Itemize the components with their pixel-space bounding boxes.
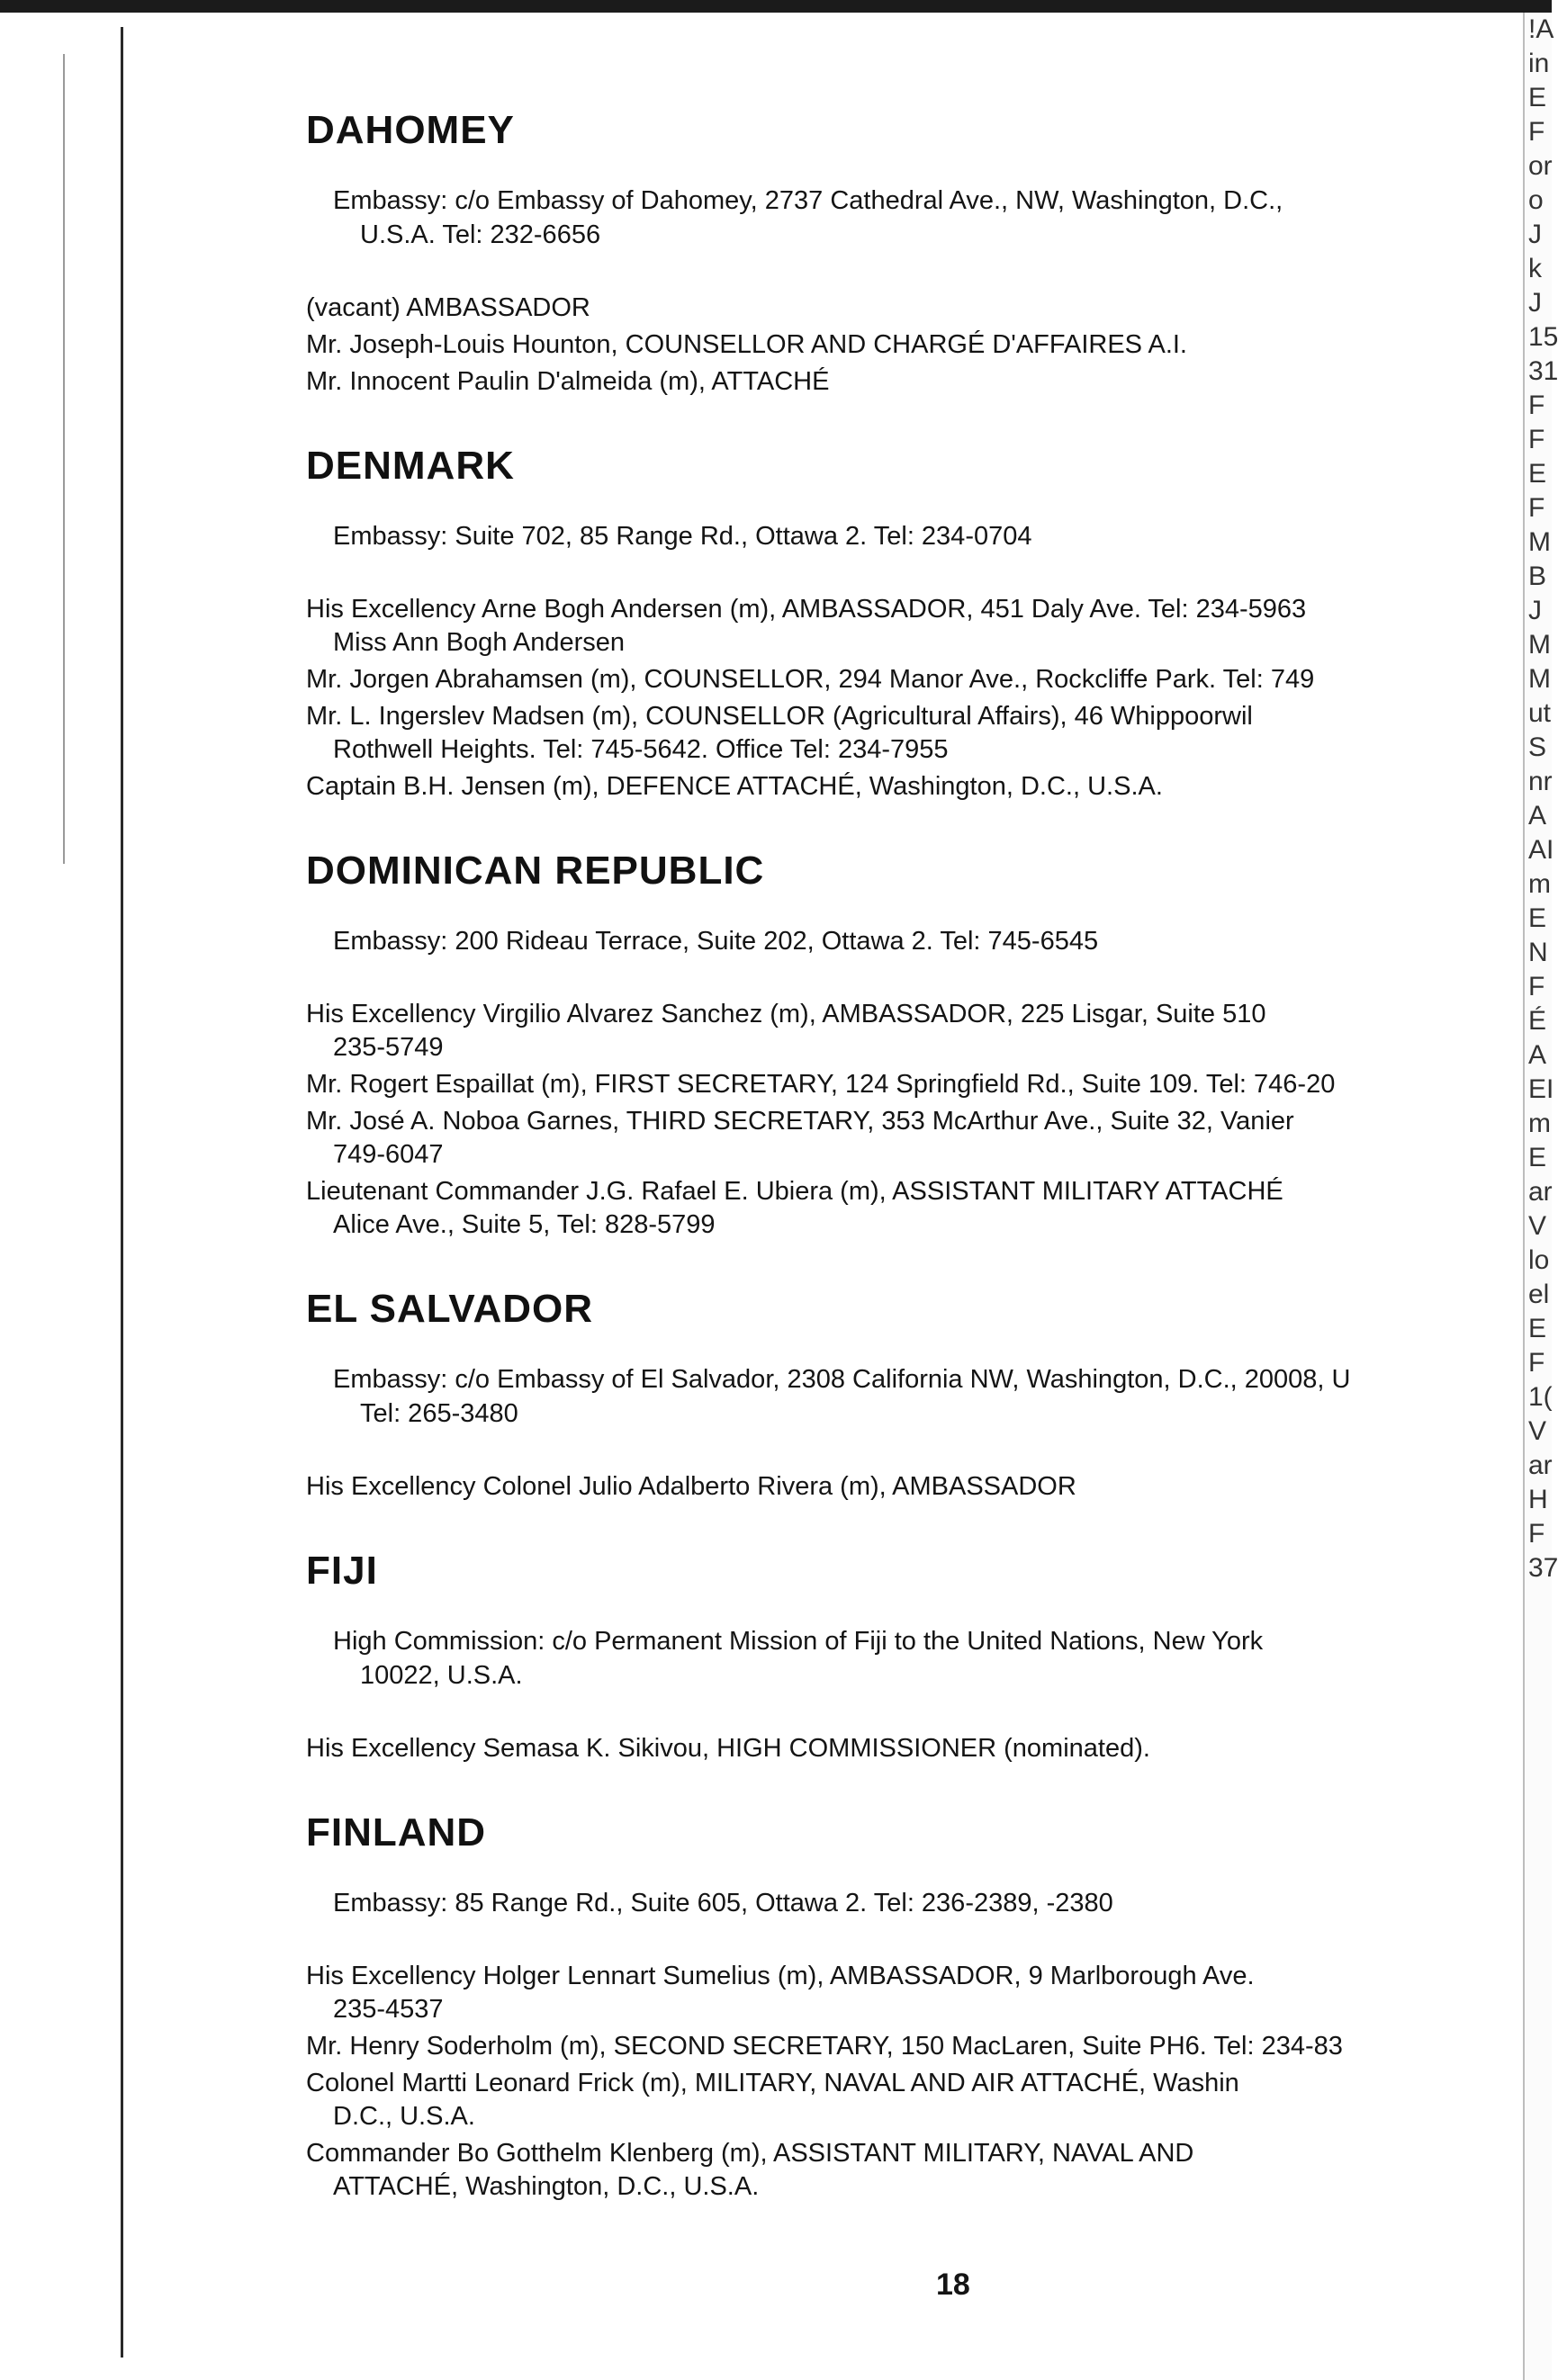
edge-fragment: M xyxy=(1528,527,1551,557)
staff-entry xyxy=(306,1105,1512,1172)
directory-content xyxy=(306,108,1512,2249)
staff-entry-line: His Excellency Virgilio Alvarez Sanchez (m), AMBASSADOR, 225 Lisgar, Suite 510 xyxy=(306,1000,1266,1028)
country-section xyxy=(306,849,1512,1269)
edge-fragment: F xyxy=(1528,425,1545,454)
edge-fragment: ar xyxy=(1528,1450,1553,1480)
edge-fragment: F xyxy=(1528,1519,1545,1549)
staff-entry-line: Mr. Henry Soderholm (m), SECOND SECRETARY, 150 MacLaren, Suite PH6. Tel: 234-83 xyxy=(306,2032,1343,2061)
embassy-address-line: High Commission: c/o Permanent Mission of Fiji to the United Nations, New York xyxy=(333,1627,1264,1656)
scan-top-border xyxy=(0,0,1552,13)
edge-fragment: !A xyxy=(1528,14,1554,44)
staff-entry xyxy=(306,365,1512,399)
section-spacer xyxy=(306,402,1512,426)
edge-fragment: F xyxy=(1528,391,1545,420)
embassy-address-line: Embassy: c/o Embassy of Dahomey, 2737 Cathedral Ave., NW, Washington, D.C., xyxy=(333,186,1283,215)
country-heading: DENMARK xyxy=(306,444,515,488)
staff-entry-line: His Excellency Arne Bogh Andersen (m), AMBASSADOR, 451 Daly Ave. Tel: 234-5963 xyxy=(306,595,1307,624)
binding-shadow xyxy=(63,54,65,864)
country-section xyxy=(306,1287,1512,1531)
staff-entry-line: Captain B.H. Jensen (m), DEFENCE ATTACHÉ, Washington, D.C., U.S.A. xyxy=(306,772,1163,801)
staff-entry xyxy=(306,1732,1512,1765)
country-heading: FIJI xyxy=(306,1549,378,1593)
edge-fragment: or xyxy=(1528,151,1553,181)
staff-entry xyxy=(306,2067,1512,2133)
edge-fragment: 15 xyxy=(1528,322,1558,352)
staff-entry xyxy=(306,770,1512,804)
staff-entry-line: (vacant) AMBASSADOR xyxy=(306,293,590,322)
edge-fragment: M xyxy=(1528,664,1551,694)
country-section xyxy=(306,108,1512,426)
edge-fragment: J xyxy=(1528,596,1542,625)
embassy-address xyxy=(333,1886,1512,1920)
edge-fragment: m xyxy=(1528,1109,1551,1138)
staff-entry-line: Miss Ann Bogh Andersen xyxy=(333,628,626,657)
staff-entry-line: Mr. Jorgen Abrahamsen (m), COUNSELLOR, 294 Manor Ave., Rockcliffe Park. Tel: 749 xyxy=(306,665,1315,694)
staff-entry-line: Mr. Joseph-Louis Hounton, COUNSELLOR AND CHARGÉ D'AFFAIRES A.I. xyxy=(306,330,1187,359)
embassy-address-line: Embassy: 200 Rideau Terrace, Suite 202, Ottawa 2. Tel: 745-6545 xyxy=(333,927,1099,956)
edge-fragment: F xyxy=(1528,972,1545,1001)
staff-entry-line: Colonel Martti Leonard Frick (m), MILITARY, NAVAL AND AIR ATTACHÉ, Washin xyxy=(306,2069,1239,2097)
staff-entry xyxy=(306,2030,1512,2063)
edge-fragment: E xyxy=(1528,1143,1547,1172)
staff-entry-line: His Excellency Holger Lennart Sumelius (m), AMBASSADOR, 9 Marlborough Ave. xyxy=(306,1962,1255,1990)
embassy-address xyxy=(333,184,1512,252)
embassy-address xyxy=(333,1624,1512,1693)
country-heading: FINLAND xyxy=(306,1810,487,1855)
adjacent-page-edge xyxy=(1523,13,1558,2380)
country-heading: DAHOMEY xyxy=(306,108,515,152)
edge-fragment: F xyxy=(1528,1348,1545,1378)
edge-fragment: 1( xyxy=(1528,1382,1553,1412)
staff-entry xyxy=(306,1470,1512,1504)
edge-fragment: E xyxy=(1528,903,1547,933)
staff-entry-line: 235-4537 xyxy=(333,1995,444,2024)
country-heading: DOMINICAN REPUBLIC xyxy=(306,849,765,893)
edge-fragment: 37 xyxy=(1528,1553,1558,1583)
section-spacer xyxy=(306,1769,1512,1792)
staff-entry-line: Mr. L. Ingerslev Madsen (m), COUNSELLOR (Agricultural Affairs), 46 Whippoorwil xyxy=(306,702,1253,731)
edge-fragment: H xyxy=(1528,1485,1548,1514)
staff-entry xyxy=(306,998,1512,1064)
edge-fragment: lo xyxy=(1528,1245,1550,1275)
edge-fragment: N xyxy=(1528,938,1548,967)
edge-fragment: J xyxy=(1528,220,1542,249)
edge-fragment: V xyxy=(1528,1211,1547,1241)
staff-entry xyxy=(306,700,1512,767)
section-spacer xyxy=(306,1507,1512,1531)
staff-entry-line: Commander Bo Gotthelm Klenberg (m), ASSISTANT MILITARY, NAVAL AND xyxy=(306,2139,1194,2168)
embassy-address-line: Embassy: Suite 702, 85 Range Rd., Ottawa 2. Tel: 234-0704 xyxy=(333,522,1032,551)
edge-fragment: E xyxy=(1528,83,1547,112)
binding-line xyxy=(121,27,123,2358)
edge-fragment: in xyxy=(1528,49,1550,78)
section-spacer xyxy=(306,2207,1512,2231)
staff-entry xyxy=(306,663,1512,696)
edge-fragment: F xyxy=(1528,117,1545,147)
country-section xyxy=(306,1549,1512,1792)
embassy-address xyxy=(333,519,1512,553)
embassy-address xyxy=(333,1362,1512,1431)
embassy-address-line: Tel: 265-3480 xyxy=(360,1399,518,1428)
edge-fragment: V xyxy=(1528,1416,1547,1446)
embassy-address-line: 10022, U.S.A. xyxy=(360,1661,523,1690)
staff-entry-line: Alice Ave., Suite 5, Tel: 828-5799 xyxy=(333,1210,716,1239)
staff-entry-line: Lieutenant Commander J.G. Rafael E. Ubiera (m), ASSISTANT MILITARY ATTACHÉ xyxy=(306,1177,1283,1206)
edge-fragment: M xyxy=(1528,630,1551,660)
staff-entry-line: His Excellency Semasa K. Sikivou, HIGH COMMISSIONER (nominated). xyxy=(306,1734,1150,1763)
edge-fragment: el xyxy=(1528,1280,1550,1309)
edge-fragment: nr xyxy=(1528,767,1553,796)
edge-fragment: S xyxy=(1528,732,1547,762)
staff-entry xyxy=(306,292,1512,325)
edge-fragment: A xyxy=(1528,801,1547,831)
section-spacer xyxy=(306,807,1512,831)
staff-entry-line: Mr. Rogert Espaillat (m), FIRST SECRETARY, 124 Springfield Rd., Suite 109. Tel: 746-20 xyxy=(306,1070,1336,1099)
staff-entry xyxy=(306,1960,1512,2026)
country-section xyxy=(306,444,1512,831)
edge-fragment: E xyxy=(1528,1314,1547,1343)
section-spacer xyxy=(306,1245,1512,1269)
embassy-address-line: Embassy: 85 Range Rd., Suite 605, Ottawa 2. Tel: 236-2389, -2380 xyxy=(333,1889,1113,1917)
country-section xyxy=(306,1810,1512,2231)
page-number: 18 xyxy=(936,2268,970,2302)
country-heading: EL SALVADOR xyxy=(306,1287,594,1331)
embassy-address-line: Embassy: c/o Embassy of El Salvador, 2308 California NW, Washington, D.C., 20008, U xyxy=(333,1365,1351,1394)
edge-fragment: A xyxy=(1528,1040,1547,1070)
staff-entry-line: D.C., U.S.A. xyxy=(333,2102,475,2131)
edge-fragment: É xyxy=(1528,1006,1547,1036)
staff-entry xyxy=(306,593,1512,660)
staff-entry-line: Mr. Innocent Paulin D'almeida (m), ATTACHÉ xyxy=(306,367,830,396)
edge-fragment: k xyxy=(1528,254,1542,283)
staff-entry-line: 749-6047 xyxy=(333,1140,444,1169)
edge-fragment: F xyxy=(1528,493,1545,523)
embassy-address xyxy=(333,924,1512,958)
staff-entry xyxy=(306,1068,1512,1101)
edge-fragment: E xyxy=(1528,459,1547,489)
staff-entry xyxy=(306,2137,1512,2204)
edge-fragment: ut xyxy=(1528,698,1552,728)
embassy-address-line: U.S.A. Tel: 232-6656 xyxy=(360,220,601,249)
staff-entry-line: 235-5749 xyxy=(333,1033,444,1062)
edge-fragment: EI xyxy=(1528,1074,1554,1104)
edge-fragment: o xyxy=(1528,185,1544,215)
edge-fragment: B xyxy=(1528,561,1547,591)
edge-fragment: AI xyxy=(1528,835,1554,865)
edge-fragment: J xyxy=(1528,288,1542,318)
staff-entry-line: Mr. José A. Noboa Garnes, THIRD SECRETARY, 353 McArthur Ave., Suite 32, Vanier xyxy=(306,1107,1294,1136)
edge-fragment: m xyxy=(1528,869,1551,899)
staff-entry-line: ATTACHÉ, Washington, D.C., U.S.A. xyxy=(333,2172,760,2201)
staff-entry xyxy=(306,328,1512,362)
staff-entry xyxy=(306,1175,1512,1242)
edge-fragment: ar xyxy=(1528,1177,1553,1207)
staff-entry-line: His Excellency Colonel Julio Adalberto Rivera (m), AMBASSADOR xyxy=(306,1472,1076,1501)
edge-fragment: 31 xyxy=(1528,356,1558,386)
staff-entry-line: Rothwell Heights. Tel: 745-5642. Office Tel: 234-7955 xyxy=(333,735,949,764)
